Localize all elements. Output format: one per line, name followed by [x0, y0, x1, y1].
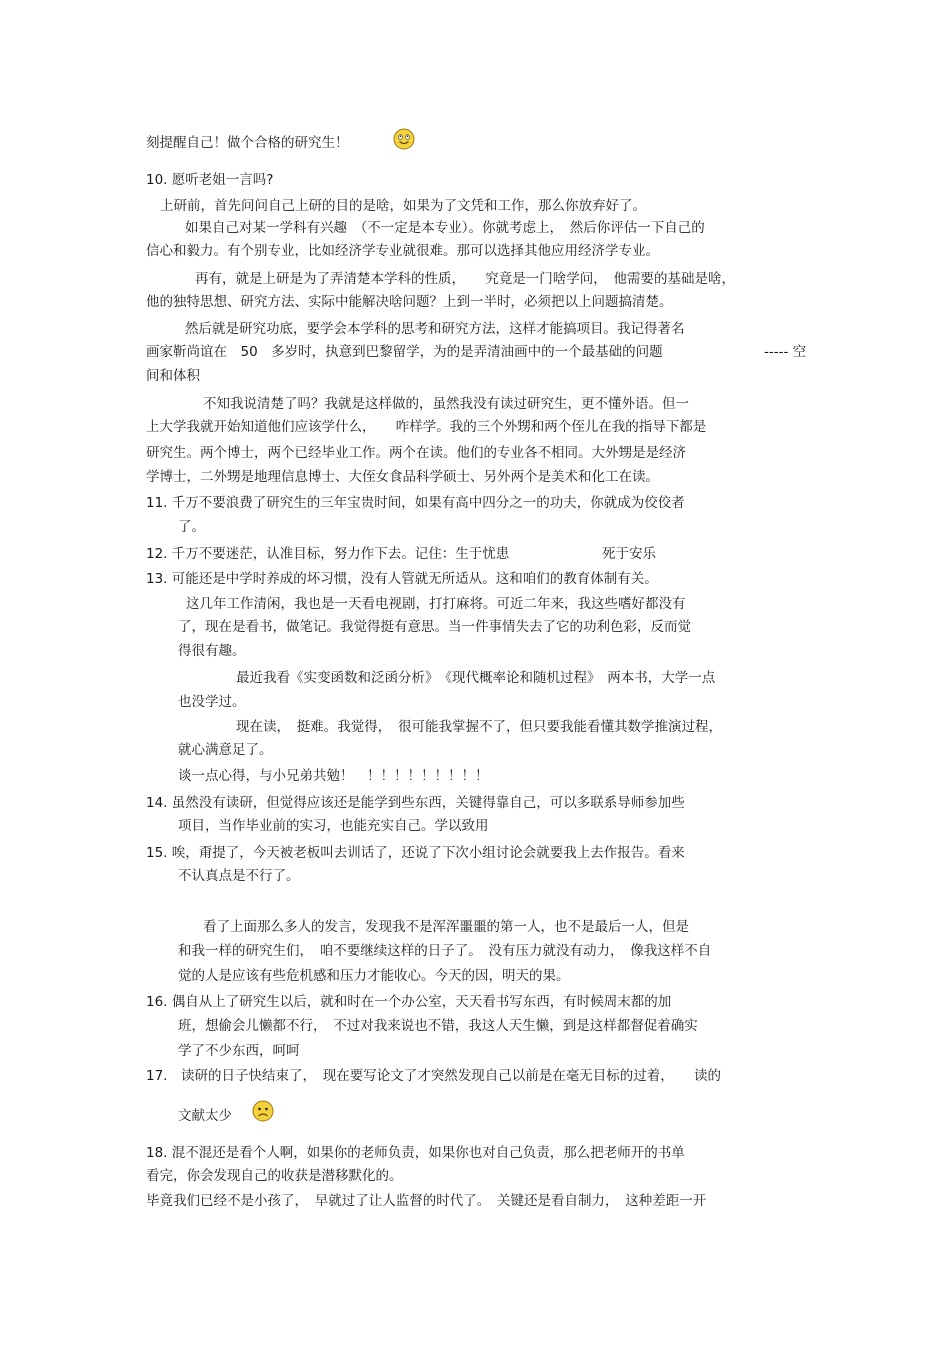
text-line: 信心和毅力。有个别专业，比如经济学专业就很难。那可以选择其他应用经济学专业。	[146, 243, 659, 259]
text-line: 刻提醒自己！做个合格的研究生！	[146, 135, 349, 151]
item-heading: 13. 可能还是中学时养成的坏习惯，没有人管就无所适从。这和咱们的教育体制有关。	[146, 571, 658, 587]
text-line: 了。	[178, 519, 205, 535]
text-line: 谈一点心得，与小兄弟共勉！ ！！！！！！！！！	[178, 768, 489, 784]
text-line: 看了上面那么多人的发言，发现我不是浑浑噩噩的第一人，也不是最后一人，但是	[203, 919, 689, 935]
text-line: 班，想偷会儿懒都不行， 不过对我来说也不错，我这人天生懒，到是这样都督促着确实	[178, 1018, 698, 1034]
item-heading: 18. 混不混还是看个人啊，如果你的老师负责，如果你也对自己负责，那么把老师开的书单	[146, 1145, 685, 1161]
text-line: 这几年工作清闲，我也是一天看电视剧，打打麻将。可近二年来，我这些嗜好都没有	[186, 596, 686, 612]
text-line: 画家靳尚谊在 50 多岁时，执意到巴黎留学，为的是弄清油画中的一个最基础的问题	[146, 344, 663, 360]
text-line: 然后就是研究功底，要学会本学科的思考和研究方法，这样才能搞项目。我记得著名	[185, 321, 685, 337]
smile-emoji-icon	[393, 128, 415, 150]
text-line: 上大学我就开始知道他们应该学什么， 咋样学。我的三个外甥和两个侄儿在我的指导下都是	[146, 419, 707, 435]
text-line: 最近我看《实变函数和泛函分析》 《现代概率论和随机过程》 两本书，大学一点	[236, 670, 716, 686]
text-line: 得很有趣。	[178, 643, 246, 659]
text-line: 如果自己对某一学科有兴趣 （不一定是本专业）。你就考虑上， 然后你评估一下自己的	[185, 220, 705, 236]
text-line: 也没学过。	[178, 694, 246, 710]
text-line: 文献太少	[178, 1108, 232, 1124]
sad-emoji-icon	[252, 1100, 274, 1122]
text-line: 学博士，二外甥是地理信息博士、大侄女食品科学硕士、另外两个是美术和化工在读。	[146, 469, 659, 485]
text-line: 死于安乐	[602, 546, 656, 562]
text-line: 间和体积	[146, 368, 200, 384]
text-line: 研究生。两个博士，两个已经毕业工作。两个在读。他们的专业各不相同。大外甥是是经济	[146, 445, 686, 461]
item-heading: 14. 虽然没有读研，但觉得应该还是能学到些东西，关键得靠自己，可以多联系导师参加些	[146, 795, 685, 811]
text-line: 学了不少东西，呵呵	[178, 1043, 300, 1059]
text-line: 项目，当作毕业前的实习，也能充实自己。学以致用	[178, 818, 489, 834]
item-heading: 17. 读研的日子快结束了， 现在要写论文了才突然发现自己以前是在毫无目标的过着， 读的	[146, 1068, 721, 1084]
text-line: ----- 空	[764, 344, 807, 360]
item-heading: 16. 偶自从上了研究生以后，就和时在一个办公室，天天看书写东西，有时候周末都的加	[146, 994, 672, 1010]
text-line: 现在读， 挺难。我觉得， 很可能我掌握不了，但只要我能看懂其数学推演过程，	[236, 719, 722, 735]
text-line: 觉的人是应该有些危机感和压力才能收心。今天的因，明天的果。	[178, 968, 570, 984]
item-heading: 11. 千万不要浪费了研究生的三年宝贵时间，如果有高中四分之一的功夫，你就成为佼佼者	[146, 495, 685, 511]
text-line: 上研前，首先问问自己上研的目的是啥，如果为了文凭和工作，那么你放弃好了。	[160, 198, 646, 214]
text-line: 毕竟我们已经不是小孩了， 早就过了让人监督的时代了。 关键还是看自制力， 这种差距一开	[146, 1193, 707, 1209]
text-line: 不知我说清楚了吗？我就是这样做的，虽然我没有读过研究生，更不懂外语。但一	[203, 396, 689, 412]
text-line: 再有，就是上研是为了弄清楚本学科的性质， 究竟是一门啥学问， 他需要的基础是啥，	[195, 271, 735, 287]
text-line: 和我一样的研究生们， 咱不要继续这样的日子了。 没有压力就没有动力， 像我这样不自	[178, 943, 712, 959]
text-line: 不认真点是不行了。	[178, 868, 300, 884]
text-line: 他的独特思想、研究方法、实际中能解决啥问题？上到一半时，必须把以上问题搞清楚。	[146, 294, 673, 310]
item-heading: 15. 唉，甭提了，今天被老板叫去训话了，还说了下次小组讨论会就要我上去作报告。看来	[146, 845, 685, 861]
item-heading: 10. 愿听老姐一言吗?	[146, 172, 274, 188]
text-line: 就心满意足了。	[178, 742, 273, 758]
text-line: 看完，你会发现自己的收获是潜移默化的。	[146, 1168, 403, 1184]
text-line: 了，现在是看书，做笔记。我觉得挺有意思。当一件事情失去了它的功利色彩，反而觉	[178, 619, 691, 635]
item-heading: 12. 千万不要迷茫，认准目标，努力作下去。记住：生于忧患	[146, 546, 510, 562]
